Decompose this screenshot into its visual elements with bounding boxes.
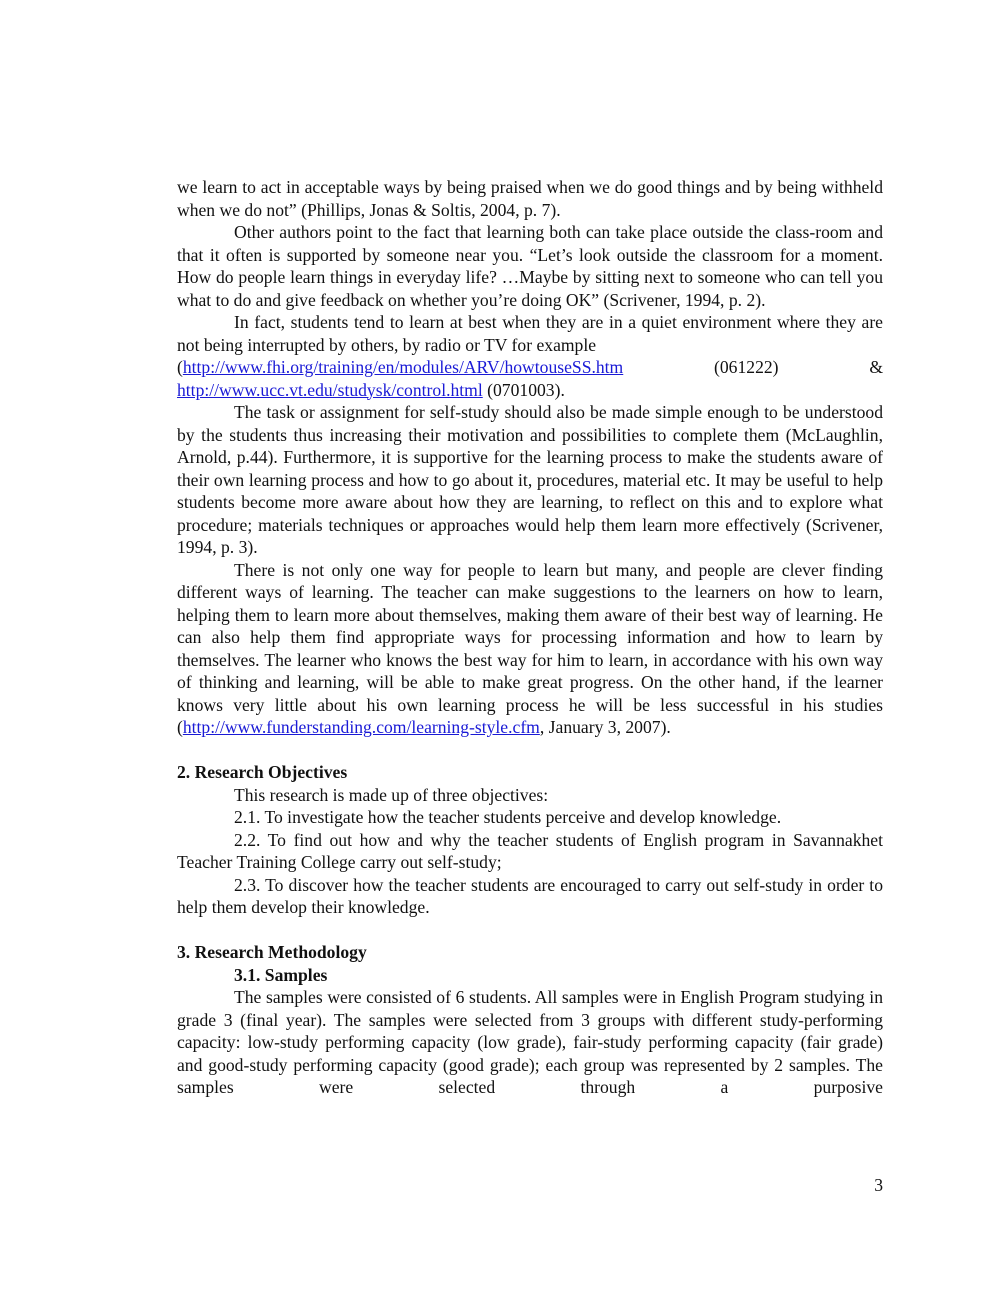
- objectives-intro: This research is made up of three objectives:: [234, 784, 549, 805]
- open-paren: (: [177, 357, 183, 377]
- page-number: 3: [874, 1175, 883, 1195]
- section-heading-research-methodology: 3. Research Methodology: [177, 942, 367, 962]
- citation-line: [177, 356, 883, 379]
- spacer: [177, 739, 883, 762]
- funderstanding-link[interactable]: http://www.funderstanding.com/learning-style.cfm: [182, 717, 540, 737]
- spacer: [177, 919, 883, 942]
- paragraph-learning-styles-text: There is not only one way for people to learn but many, and people are clever finding different ways of learning. The teacher can make suggestions to the learners on how to learn, helping them to learn more about themselves, making them aware of their best way of learning. He can also help them find appropriate ways for processing information and how to learn by themselves. The learner who knows the best way for him to learn, in accordance with his own way of thinking and learning, will be able to make great progress. On the other hand, if the learner knows very little about his own learning process he will be less successful in his studies: [177, 559, 883, 715]
- citation-date-1: (061222): [714, 357, 779, 377]
- open-paren: (: [177, 717, 183, 737]
- section-heading-research-objectives: 2. Research Objectives: [177, 762, 348, 782]
- paragraph-quiet-environment: [177, 311, 883, 401]
- citation-date-2: (0701003).: [482, 379, 565, 400]
- objective-2-2: 2.2. To find out how and why the teacher students of English program in Savannakhet Teacher Training College carry out self-study;: [177, 829, 901, 872]
- learning-styles-citation: [177, 716, 883, 739]
- citation-line-2: [177, 379, 883, 402]
- paragraph-self-study-task: The task or assignment for self-study should also be made simple enough to be understood by the students thus increasing their motivation and possibilities to complete them (McLaughlin, Arnold, p.44). Furthermore, it is supportive for the learning process to make the students aware of their own learning process and how to go about it, procedures, material etc. It may be useful to help students become more aware about how they are learning, to reflect on this and to explore what procedure; materials techniques or approaches would help them learn more effectively (Scrivener, 1994, p. 3).: [177, 402, 883, 557]
- citation-tail: , January 3, 2007).: [539, 717, 671, 737]
- subsection-heading-samples: 3.1. Samples: [234, 964, 328, 985]
- ucc-link[interactable]: http://www.ucc.vt.edu/studysk/control.html: [177, 379, 483, 400]
- objective-2-1: 2.1. To investigate how the teacher students perceive and develop knowledge.: [234, 807, 782, 827]
- document-body: [177, 176, 901, 1099]
- paragraph-learning-styles: [177, 559, 883, 739]
- ampersand: &: [869, 357, 883, 377]
- paragraph-behaviorism-quote: we learn to act in acceptable ways by being praised when we do good things and by being withheld when we do not” (Phillips, Jonas & Soltis, 2004, p. 7).: [177, 177, 883, 220]
- paragraph-learning-outside-classroom: Other authors point to the fact that learning both can take place outside the class-room and that it often is supported by someone near you. “Let’s look outside the classroom for a moment. How do people learn things in everyday life? …Maybe by sitting next to someone who can tell you what to do and give feedback on whether you’re doing OK” (Scrivener, 1994, p. 2).: [177, 222, 883, 310]
- fhi-link[interactable]: http://www.fhi.org/training/en/modules/ARV/howtouseSS.htm: [182, 357, 624, 377]
- paragraph-samples: The samples were consisted of 6 students. All samples were in English Program studying in grade 3 (final year). The samples were selected from 3 groups with different study-performing capacity: low-study performing capacity (low grade), fair-study performing capacity (fair grade) and good-study performing capacity (good grade); each group was represented by 2 samples. The samples were selected through a purposive: [177, 987, 883, 1097]
- objective-2-3: 2.3. To discover how the teacher students are encouraged to carry out self-study in order to help them develop their knowledge.: [177, 874, 883, 917]
- paragraph-quiet-environment-text: In fact, students tend to learn at best when they are in a quiet environment where they are not being interrupted by others, by radio or TV for example: [177, 312, 883, 355]
